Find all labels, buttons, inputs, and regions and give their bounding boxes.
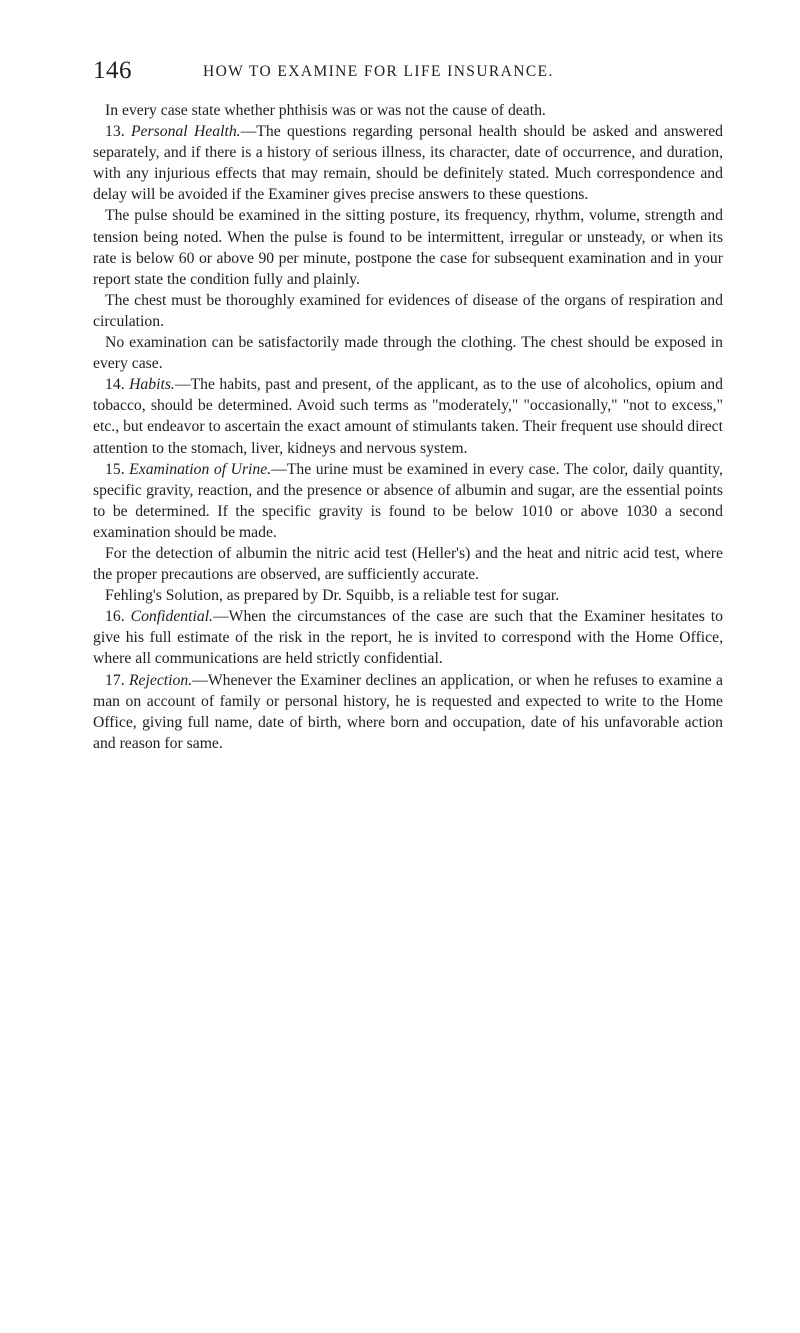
paragraph-text: —When the circumstances of the case are such that the Examiner hesitates to give his full estimate of the risk in the report, he is invited to correspond with the Home Office, where all communications are held strictly confidential. [93, 608, 724, 668]
paragraph-text: The chest must be thoroughly examined for evidences of disease of the organs of respiration and circulation. [93, 291, 723, 330]
paragraph-text: The pulse should be examined in the sitting posture, its frequency, rhythm, volume, strength and tension being noted. When the pulse is found to be intermittent, irregular or unsteady, or when its rate is below 60 or above 90 per minute, postpone the case for subsequent examination and in your report state the condition fully and plainly. [93, 207, 723, 288]
paragraph-text: —The urine must be examined in every case. The color, daily quantity, specific gravity, reaction, and the presence or absence of albumin and sugar, are the essential points to be determined. If the specific gravity is found to be below 1010 or above 1030 a second examination should be made. [93, 460, 723, 541]
paragraph [93, 459, 723, 543]
paragraph-text: —Whenever the Examiner declines an application, or when he refuses to examine a man on account of family or personal history, he is requested and expected to write to the Home Office, giving full name, date of birth, where born and occupation, date of his unfavorable action and reason for same. [93, 671, 723, 752]
paragraph-text: Fehling's Solution, as prepared by Dr. Squibb, is a reliable test for sugar. [105, 587, 560, 605]
body-text [93, 100, 723, 754]
section-number: 13. [105, 123, 125, 141]
paragraph [93, 290, 723, 332]
paragraph-text: In every case state whether phthisis was or was not the cause of death. [105, 102, 546, 119]
paragraph [93, 670, 723, 754]
section-title: Habits. [129, 376, 175, 394]
paragraph-text: No examination can be satisfactorily made through the clothing. The chest should be exposed in every case. [93, 334, 723, 373]
paragraph [93, 100, 723, 121]
running-head: HOW TO EXAMINE FOR LIFE INSURANCE. [203, 63, 554, 80]
section-title: Personal Health. [130, 123, 241, 141]
paragraph [93, 585, 723, 606]
section-title: Examination of Urine. [129, 460, 272, 478]
section-number: 17. [105, 671, 125, 689]
paragraph-text: For the detection of albumin the nitric acid test (Heller's) and the heat and nitric acid test, where the proper precautions are observed, are sufficiently accurate. [93, 544, 723, 584]
paragraph-text: —The questions regarding personal health should be asked and answered separately, and if there is a history of serious illness, its character, date of occurrence, and duration, with any injurious effects that may remain, should be definitely stated. Much correspondence and delay will be avoided if the Examiner gives precise answers to these questions. [93, 123, 723, 204]
page-number: 146 [93, 57, 132, 84]
paragraph [93, 606, 723, 669]
paragraph-text: —The habits, past and present, of the applicant, as to the use of alcoholics, opium and tobacco, should be determined. Avoid such terms as "moderately," "occasionally," "not to excess," etc., but endeavor to ascertain the exact amount of stimulants taken. Their frequent use should direct attention to the stomach, liver, kidneys and nervous system. [93, 376, 723, 457]
section-number: 14. [105, 376, 125, 394]
section-number: 16. [105, 608, 125, 626]
paragraph [93, 332, 723, 374]
section-title: Confidential. [130, 608, 213, 626]
page-header [93, 58, 723, 84]
paragraph [93, 543, 723, 585]
section-number: 15. [105, 460, 125, 478]
paragraph [93, 205, 723, 289]
section-title: Rejection. [128, 671, 193, 689]
paragraph [93, 121, 723, 205]
paragraph [93, 374, 723, 458]
